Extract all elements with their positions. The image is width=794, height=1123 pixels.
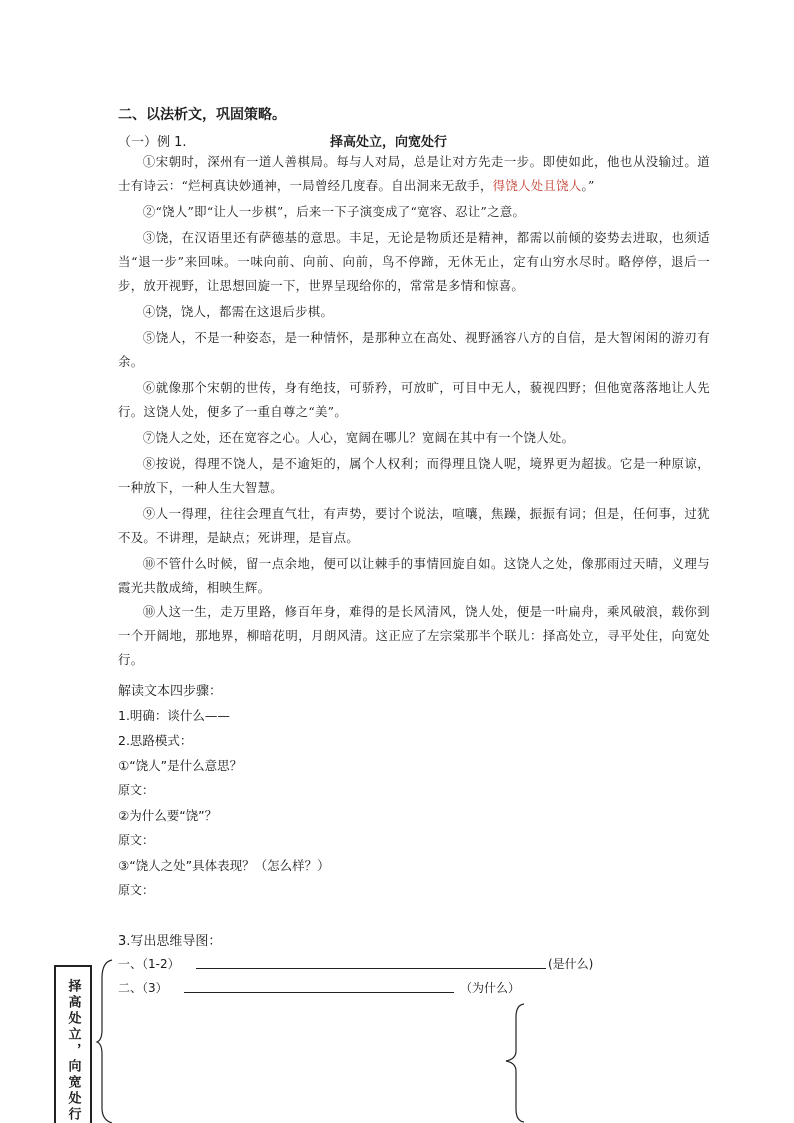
question-1: ①“饶人”是什么意思？ [118, 758, 243, 773]
mindmap-row-2-label: 二、（3） [118, 981, 168, 995]
question-2: ②为什么要“饶”？ [118, 808, 218, 823]
mindmap-title: 3.写出思维导图： [118, 934, 222, 949]
paragraph-1: ①宋朝时，深州有一道人善棋局。每与人对局，总是让对方先走一步。即使如此，他也从没输过。道士有诗云：“烂柯真诀妙通神，一局曾经几度春。自出洞来无敌手，得饶人处且饶人。” [118, 154, 710, 193]
section-heading: 二、以法析文，巩固策略。 [118, 107, 286, 123]
paragraph-2: ②“饶人”即“让人一步棋”，后来一下子演变成了“宽容、忍让”之意。 [142, 204, 526, 219]
original-text-label: 原文： [118, 783, 155, 797]
paragraph-8: ⑧按说，得理不饶人，是不逾矩的，属个人权利；而得理且饶人呢，境界更为超拔。它是一种原谅，一种放下，一种人生大智慧。 [118, 456, 710, 495]
paragraph-7: ⑦饶人之处，还在宽容之心。人心，宽阔在哪儿？宽阔在其中有一个饶人处。 [142, 430, 575, 445]
paragraph-3: ③饶，在汉语里还有萨德基的意思。丰足，无论是物质还是精神，都需以前倾的姿势去进取，也须适当“退一步”来回味。一味向前、向前、向前，鸟不停蹄，无休无止，定有山穷水尽时。略停停，退后一步，放开视野，让思想回旋一下，世界呈现给你的，常常是多情和惊喜。 [118, 230, 710, 293]
step-1: 1.明确：谈什么—— [118, 708, 230, 723]
paragraph-10: ⑩不管什么时候，留一点余地，便可以让棘手的事情回旋自如。这饶人之处，像那雨过天晴，义理与霞光共散成绮，相映生辉。 [118, 556, 710, 595]
mindmap-topic: 择高处立，向宽处行 [65, 979, 81, 1123]
question-3: ③“饶人之处”具体表现？（怎么样？） [118, 858, 330, 873]
paragraph-4: ④饶，饶人，都需在这退后步棋。 [142, 304, 334, 319]
original-text-label: 原文： [118, 833, 155, 847]
original-text-label: 原文： [118, 883, 155, 897]
paragraph-11: ⑩人这一生，走万里路，修百年身，难得的是长风清风，饶人处，便是一叶扁舟，乘风破浪，载你到一个开阔地，那地界，柳暗花明，月朗风清。这正应了左宗棠那半个联儿：择高处立，寻平处住，向宽处行。 [118, 604, 710, 667]
answer-line-1[interactable] [196, 968, 546, 969]
mindmap-row-2-suffix: （为什么） [460, 981, 521, 995]
paragraph-5: ⑤饶人，不是一种姿态，是一种情怀，是那种立在高处、视野涵容八方的自信，是大智闲闲的游刃有余。 [118, 330, 710, 369]
paragraph-9: ⑨人一得理，往往会理直气壮，有声势，要讨个说法，喧嚷，焦躁，振振有词；但是，任何事，过犹不及。不讲理，是缺点；死讲理，是盲点。 [118, 506, 710, 545]
mindmap-row-1-suffix: (是什么) [548, 957, 594, 971]
right-brace-icon [502, 1003, 526, 1123]
mindmap-row-1-label: 一、（1-2） [118, 957, 180, 971]
step-2: 2.思路模式： [118, 733, 193, 748]
left-brace-icon [96, 958, 116, 1123]
mindmap-topic-box [54, 965, 92, 1123]
highlight-quote: 得饶人处且饶人 [492, 178, 582, 193]
article-title: 择高处立，向宽处行 [330, 135, 448, 150]
steps-title: 解读文本四步骤： [118, 684, 223, 699]
paragraph-6: ⑥就像那个宋朝的世传，身有绝技，可骄矜，可放旷，可目中无人，藐视四野；但他宽落落地让人先行。这饶人处，便多了一重自尊之“美”。 [118, 380, 710, 419]
answer-line-2[interactable] [184, 992, 454, 993]
example-label: （一）例 1. [118, 135, 187, 150]
